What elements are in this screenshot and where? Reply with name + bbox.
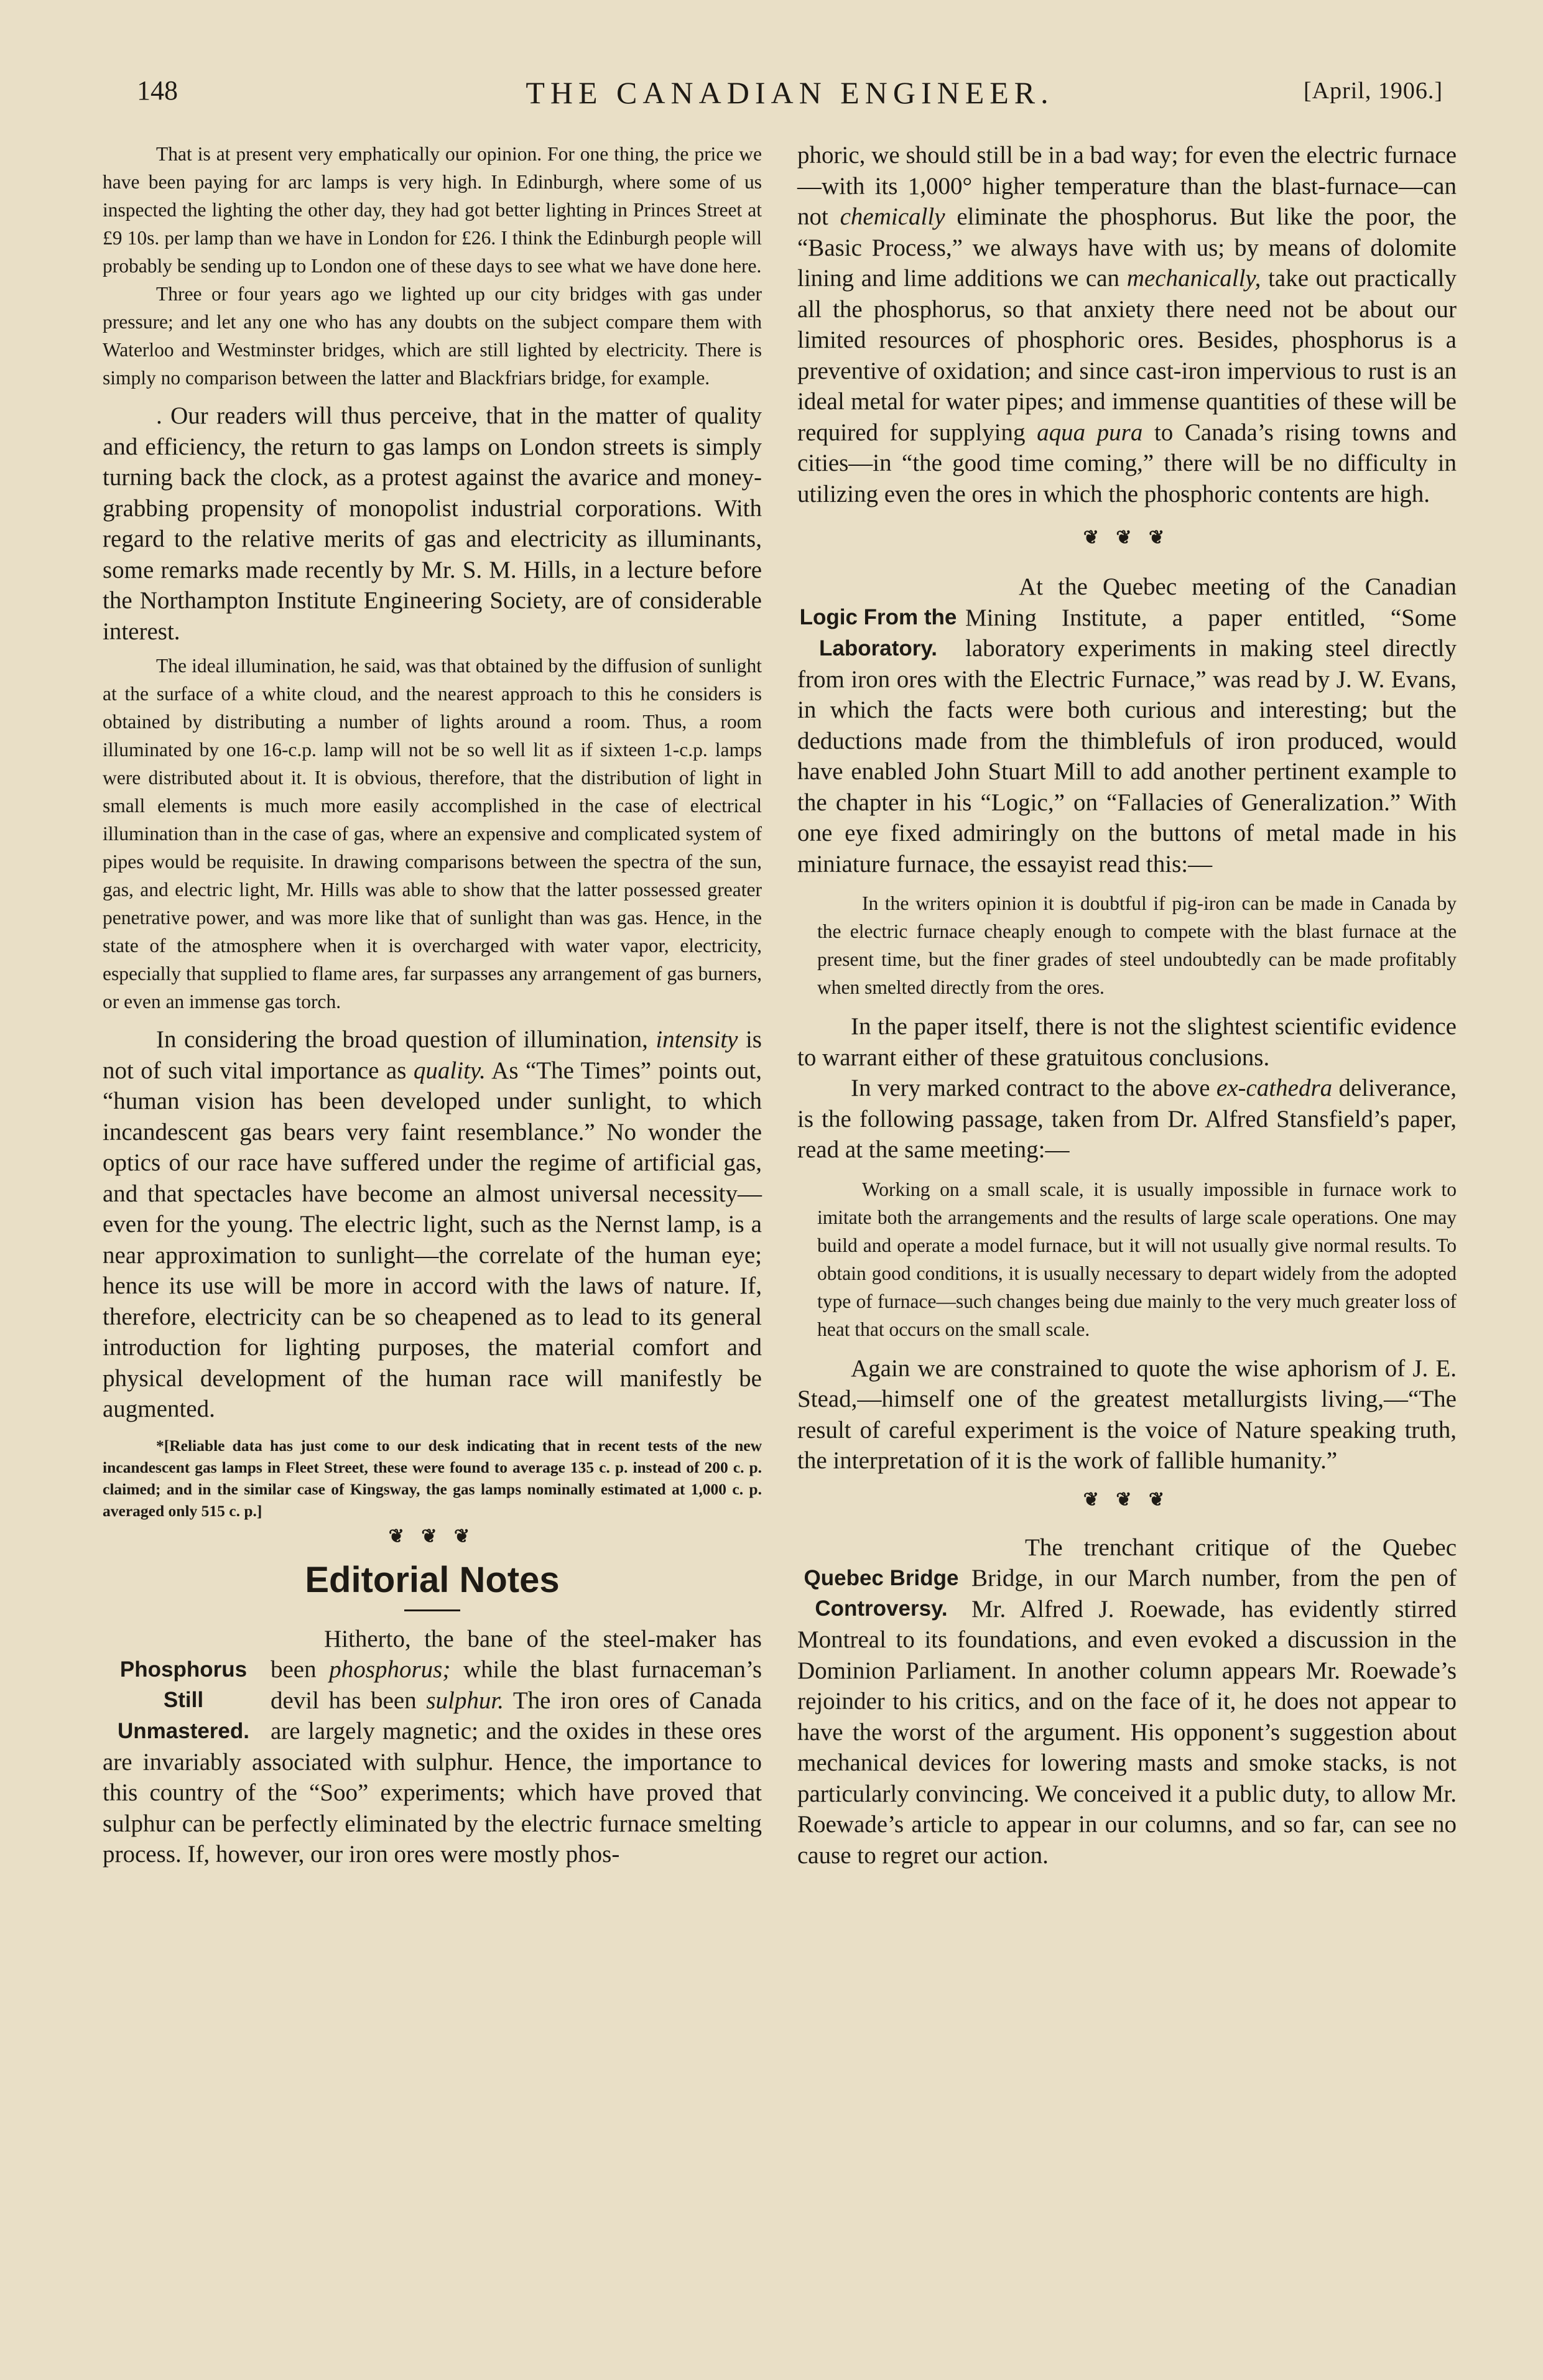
text-run: Hitherto, the bane of the steel-maker has been (271, 1625, 762, 1683)
quoted-passage-stansfield: Working on a small scale, it is usually impossible in furnace work to imitate both the arrangements and the results of large scale operations. One may build and operate a model furnace, but it will not usually give normal results. To obtain good conditions, it is usually necessary to depart widely from the adopted type of furnace—such changes being due mainly to the very much greater loss of heat that occurs on the small scale. (817, 1178, 1457, 1340)
ornament-divider: ❦ ❦ ❦ (1083, 527, 1171, 548)
page-header (137, 75, 1443, 118)
journal-title: THE CANADIAN ENGINEER. (526, 75, 1054, 110)
page-number: 148 (137, 75, 178, 106)
italic-run: intensity (656, 1026, 738, 1053)
right-column (797, 140, 1457, 1871)
body-paragraph-logic: At the Quebec meeting of the Canadian Mining Institute, a paper entitled, “Some laboratory experiments in making steel directly from iron ores with the Electric Furnace,” was read by J. W. Evans, in which the facts were both curious and interesting; but the deductions made from the thimblefuls of iron produced, would have enabled John Stuart Mill to add another pertinent example to the chapter in his “Logic,” on “Fallacies of Generalization.” With one eye fixed admiringly on the buttons of metal made in his miniature furnace, the essayist read this:— (797, 573, 1457, 877)
ornament-divider: ❦ ❦ ❦ (1083, 1489, 1171, 1510)
text-run: deliverance, is the following passage, taken from Dr. Alfred Stansfield’s paper, read at the same meeting:— (797, 1075, 1457, 1163)
quoted-passage-evans: In the writers opinion it is doubtful if pig-iron can be made in Canada by the electric furnace cheaply enough to compete with the blast furnace at the present time, but the finer grades of steel undoubtedly can be made profitably when smelted directly from the ores. (817, 892, 1457, 998)
body-paragraph-quebec-bridge: The trenchant critique of the Quebec Bridge, in our March number, from the pen of Mr. Alfred J. Roewade, has evidently stirred Montreal to its foundations, and even evoked a discussion in the Dominion Parliament. In another column appears Mr. Roewade’s rejoinder to his critics, and on the face of it, he does not appear to have the worst of the argument. His opponent’s suggestion about mechanical devices for lowering masts and smoke stacks, is not particularly convincing. We conceived it a public duty, to allow Mr. Roewade’s article to appear in our columns, and so far, can see no cause to regret our action. (797, 1534, 1457, 1869)
quote-paragraph-bridges: Three or four years ago we lighted up our city bridges with gas under pressure; and let any one who has any doubts on the subject compare them with Waterloo and Westminster bridges, which are still lighted by electricity. There is simply no comparison between the latter and Blackfriars bridge, for example. (103, 283, 762, 389)
text-run: take out practically all the phosphorus, so that anxiety there need not be about our limited resources of phosphoric ores. Besides, phosphorus is a preventive of oxidation; and since cast-iron impervious to rust is an ideal metal for water pipes; and immense quantities of these will be required for supplying (797, 265, 1457, 446)
text-run: to Canada’s rising towns and cities—in “the good time coming,” there will be no difficulty in utilizing even the ores in which the phosphoric contents are high. (797, 419, 1457, 507)
italic-run: chemically (840, 203, 945, 230)
quote-paragraph-edinburgh: That is at present very emphatically our opinion. For one thing, the price we have been paying for arc lamps is very high. In Edinburgh, where some of us inspected the lighting the other day, they had got better lighting in Princes Street at £9 10s. per lamp than we have in London for £26. I think the Edinburgh people will probably be sending up to London one of these days to see what we have done here. (103, 143, 762, 277)
italic-run: ex-cathedra (1216, 1075, 1333, 1101)
body-paragraph-conclusions: In the paper itself, there is not the slightest scientific evidence to warrant either of these gratuitous conclusions. (797, 1013, 1457, 1071)
body-paragraph-illumination (103, 1024, 762, 1425)
issue-date: [April, 1906.] (1303, 78, 1443, 104)
side-heading-logic: Logic From the Laboratory. (799, 605, 957, 660)
left-column (103, 140, 762, 1870)
body-paragraph-phosphoric (797, 140, 1457, 509)
italic-run: quality. (413, 1057, 486, 1084)
body-paragraph-contract (797, 1073, 1457, 1165)
section-heading: Editorial Notes (305, 1559, 560, 1600)
text-run: eliminate the phosphorus. But like the poor, the “Basic Process,” we always have with us; by means of dolomite lining and lime additions we can (797, 203, 1457, 292)
editorial-note-quebec-bridge (797, 1532, 1457, 1871)
footnote: *[Reliable data has just come to our desk indicating that in recent tests of the new incandescent gas lamps in Fleet Street, these were found to average 135 c. p. instead of 200 c. p. claimed; and in the similar case of Kingsway, the gas lamps nominally estimated at 1,000 c. p. averaged only 515 c. p.] (103, 1436, 762, 1520)
text-run: The iron ores of Canada are largely magnetic; and the oxides in these ores are invariably associated with sulphur. Hence, the importance to this country of the “Soo” experiments; which have proved that sulphur can be perfectly eliminated by the electric furnace smelting process. If, however, our iron ores were mostly phos- (103, 1687, 762, 1868)
body-paragraph-stead: Again we are constrained to quote the wise aphorism of J. E. Stead,—himself one of the greatest metallurgists living,—“The result of careful experiment is the voice of Nature speaking truth, the interpretation of it is the work of fallible humanity.” (797, 1354, 1457, 1474)
text-run: is not of such vital importance as (103, 1026, 762, 1084)
heading-rule (404, 1609, 460, 1611)
text-run: As “The Times” points out, “human vision has been developed under sunlight, to which incandescent gas bears very faint resemblance.” No wonder the optics of our race have suffered under the regime of artificial gas, and that spectacles have become an almost universal necessity—even for the young. The electric light, such as the Nernst lamp, is a near approximation to sunlight—the correlate of the human eye; hence its use will be more in accord with the laws of nature. If, therefore, electricity can be so cheapened as to lead to its general introduction for lighting purposes, the material comfort and physical development of the human race will manifestly be augmented. (103, 1057, 762, 1422)
text-run: In very marked contract to the above (851, 1075, 1216, 1101)
body-paragraph-quality: . Our readers will thus perceive, that in the matter of quality and efficiency, the return to gas lamps on London streets is simply turning back the clock, as a protest against the avarice and money-grabbing propensity of monopolist industrial corporations. With regard to the relative merits of gas and electricity as illuminants, some remarks made recently by Mr. S. M. Hills, in a lecture before the Northampton Institute Engineering Society, are of considerable interest. (103, 402, 762, 645)
italic-run: phosphorus; (329, 1656, 451, 1683)
text-run: while the blast furnaceman’s devil has been (271, 1656, 762, 1714)
text-run: In considering the broad question of illumination, (156, 1026, 656, 1053)
text-run: phoric, we should still be in a bad way; for even the electric furnace—with its 1,000° higher temperature than the blast-furnace—can not (797, 142, 1457, 230)
editorial-note-logic (797, 572, 1457, 879)
editorial-note-phosphorus (103, 1624, 762, 1870)
quote-paragraph-hills: The ideal illumination, he said, was that obtained by the diffusion of sunlight at the surface of a white cloud, and the nearest approach to this he considers is obtained by distributing a number of lights around a room. Thus, a room illuminated by one 16-c.p. lamp will not be so well lit as if sixteen 1-c.p. lamps were distributed about it. It is obvious, therefore, that the distribution of light in small elements is much more easily accomplished in the case of electrical illumination than in the case of gas, where an expensive and complicated system of pipes would be requisite. In drawing comparisons between the spectra of the sun, gas, and electric light, Mr. Hills was able to show that the latter possessed greater penetrative power, and was more like that of sunlight than was gas. Hence, in the state of the atmosphere when it is overcharged with water vapor, electricity, especially that supplied to flame ares, far surpasses any arrangement of gas burners, or even an immense gas torch. (103, 655, 762, 1012)
italic-run: mechanically, (1126, 265, 1261, 292)
side-heading-quebec-bridge: Quebec Bridge Controversy. (804, 1565, 959, 1621)
ornament-divider: ❦ ❦ ❦ (388, 1526, 476, 1547)
italic-run: aqua pura (1037, 419, 1143, 446)
side-heading-phosphorus: Phosphorus Still Unmastered. (117, 1657, 250, 1743)
italic-run: sulphur. (426, 1687, 504, 1714)
